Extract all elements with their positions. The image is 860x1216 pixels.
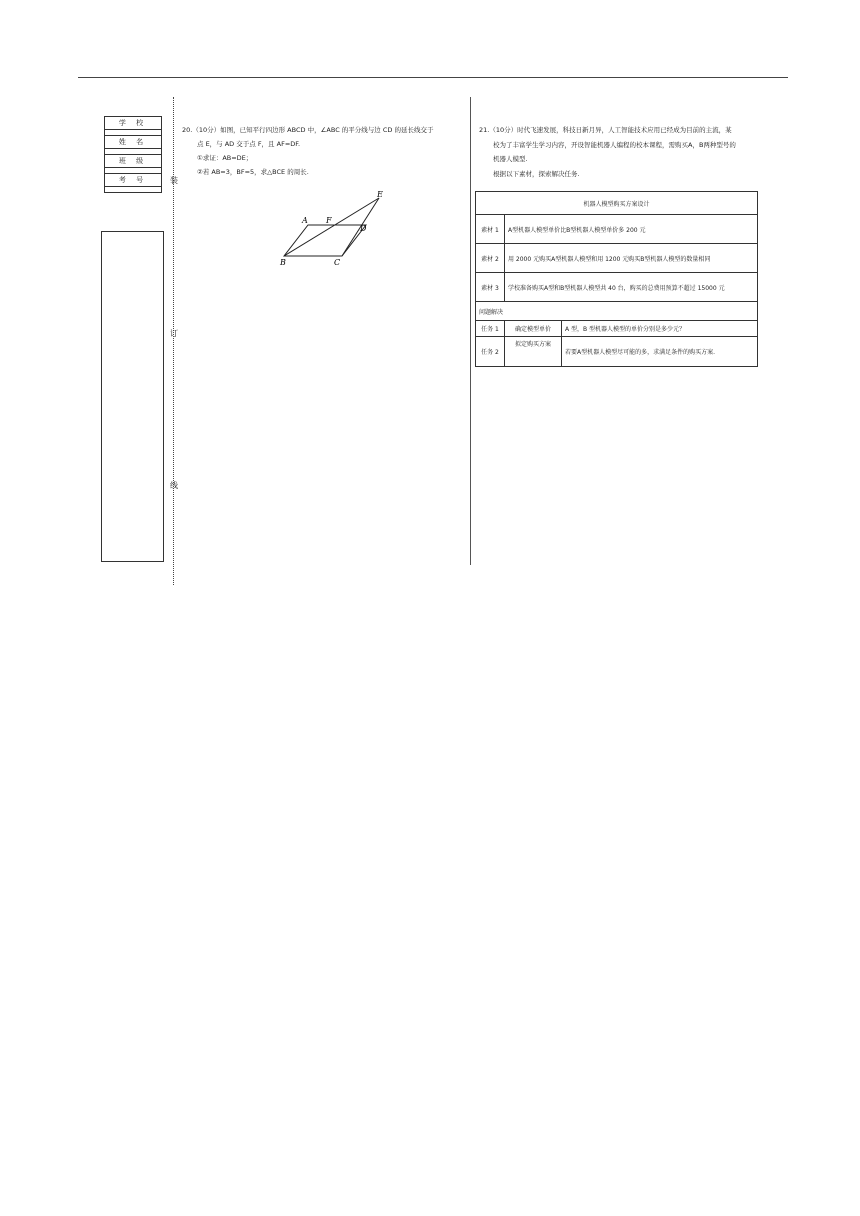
material-3-label: 素材 3 [476,273,505,302]
question-21 [479,123,763,181]
purchase-plan-table [475,191,758,367]
q20-line3: ①求证：AB=DE； [197,154,253,162]
material-1-text: A型机器人模型单价比B型机器人模型单价多 200 元 [505,215,758,244]
task-1-text: A 型，B 型机器人模型的单价分别是多少元？ [562,321,758,337]
info-class-label: 班 级 [105,155,162,168]
section-problem-solving: 问题解决 [476,302,758,321]
binding-char-ding: 订 [170,329,178,338]
material-2-text: 用 2000 元购买A型机器人模型和用 1200 元购买B型机器人模型的数量相同 [505,244,758,273]
student-info-table [104,116,162,193]
task-2-text: 若要A型机器人模型尽可能的多，求满足条件的购买方案. [562,337,758,367]
binding-char-xian: 线 [170,481,178,490]
parallelogram-figure [278,190,393,270]
exam-sheet [98,95,768,590]
info-id-label: 考 号 [105,174,162,187]
label-D: D [360,224,367,233]
binding-line [173,97,174,585]
task-1-name: 确定模型单价 [505,321,562,337]
material-2-label: 素材 2 [476,244,505,273]
q20-line4: ②若 AB=3，BF=5，求△BCE 的周长. [197,168,309,176]
label-B: B [280,258,286,267]
label-A: A [302,216,308,225]
material-1-label: 素材 1 [476,215,505,244]
info-school-label: 学 校 [105,117,162,130]
header-rule [78,77,788,78]
label-E: E [377,190,383,199]
binding-char-zhuang: 装 [170,176,178,185]
label-C: C [334,258,341,267]
seat-box [101,231,164,562]
q21-line2: 校为了丰富学生学习内容，开设智能机器人编程的校本课程，需购买A，B两种型号的 [493,140,736,149]
question-20 [182,123,467,179]
q20-line2: 点 E，与 AD 交于点 F，且 AF=DF. [197,140,301,148]
q21-line3: 机器人模型. [493,155,528,163]
column-divider [470,97,471,565]
material-3-text: 学校准备购买A型和B型机器人模型共 40 台，购买的总费用预算不超过 15000 元 [505,273,758,302]
task-2-label: 任务 2 [476,337,505,367]
q21-line1: 21.（10分）时代飞速发展，科技日新月异，人工智能技术应用已经成为目前的主流，某 [479,126,732,134]
task-2-name: 拟定购买方案 [505,337,562,367]
task-1-label: 任务 1 [476,321,505,337]
info-name-label: 姓 名 [105,136,162,149]
table-title: 机器人模型购买方案设计 [476,192,758,215]
q21-line4: 根据以下素材，探索解决任务. [493,169,580,178]
q20-line1: 20.（10分）如图，已知平行四边形 ABCD 中，∠ABC 的平分线与边 CD 的延长线交于 [182,126,434,134]
label-F: F [326,216,332,225]
